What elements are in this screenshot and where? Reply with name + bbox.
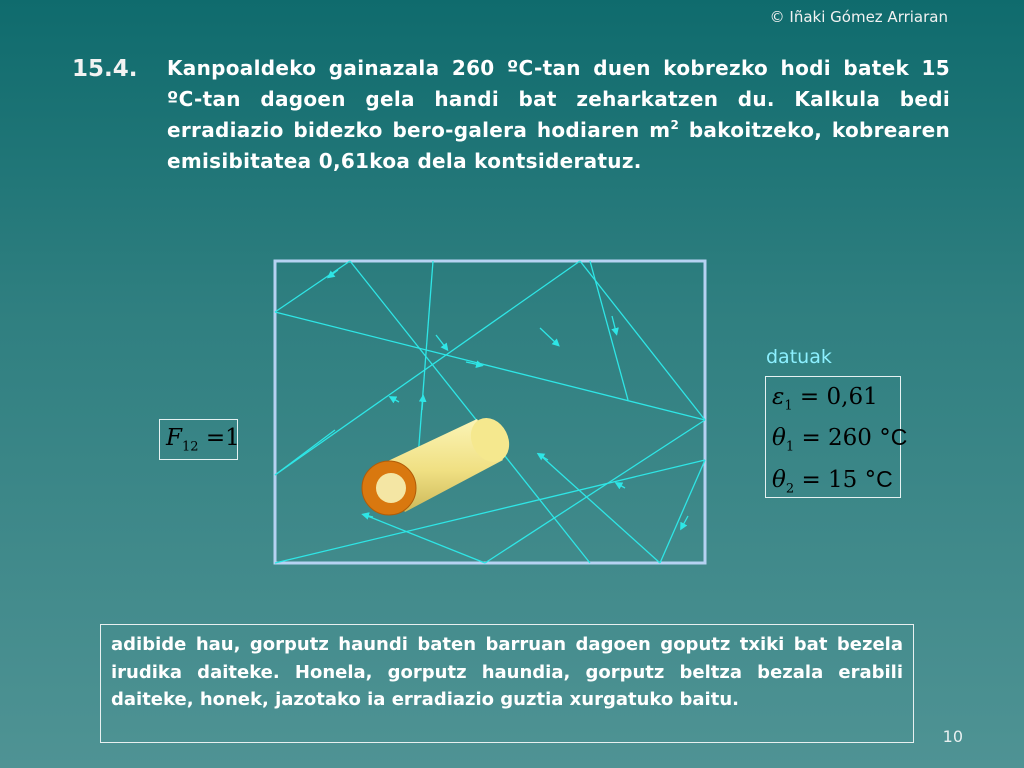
explanation-note: adibide hau, gorputz haundi baten barruan dagoen goputz txiki bat bezela irudika daiteke. Honela, gorputz haundia, gorputz beltza bezala erabili daiteke, honek, jazotako ia erradiazio guztia xurgatuko baitu. [100,624,914,743]
problem-text-main: Kanpoaldeko gainazala 260 ºC-tan duen kobrezko hodi batek 15 ºC-tan dagoen gela handi bat zeharkatzen du. Kalkula bedi erradiazio bidezko bero-galera hodiaren m [167,56,950,142]
pipe-temperature-value: $\theta_1 = 260$ °C [772,424,908,455]
radiation-rays [275,261,705,563]
problem-text-superscript: 2 [670,118,680,132]
problem-text-end: bakoitzeko, kobrearen emisibitatea 0,61koa dela kontsideratuz. [167,118,950,173]
view-factor-box: $F_{12} =1$ [159,419,238,460]
copper-pipe [362,411,516,515]
data-box [765,376,908,498]
data-label: datuak [766,346,832,368]
emissivity-value: $\varepsilon_1 = 0,61$ [772,384,878,414]
page-number: 10 [942,727,963,746]
problem-number: 15.4. [72,56,138,82]
room-enclosure [275,261,705,563]
room-temperature-value: $\theta_2 = 15$ °C [772,466,893,497]
copyright-credit: © Iñaki Gómez Arriaran [769,8,948,26]
